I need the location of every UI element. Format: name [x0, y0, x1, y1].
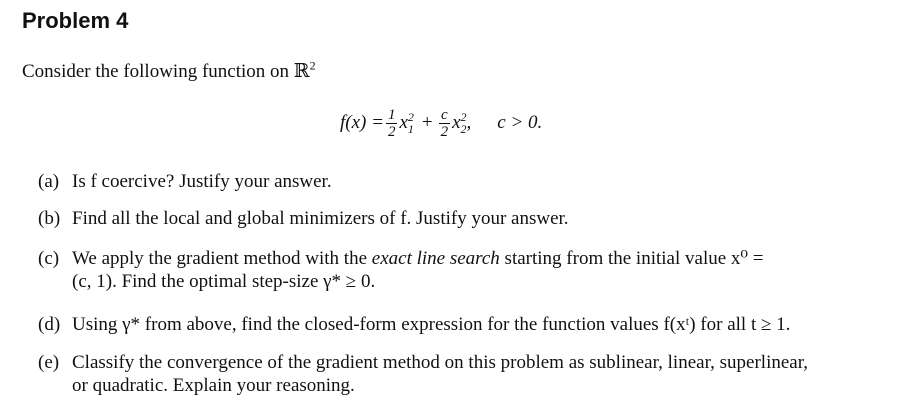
term-x1: x — [399, 112, 408, 133]
function-equation — [340, 100, 542, 146]
fraction-1-numerator: 1 — [387, 106, 396, 123]
term-x1-indices — [408, 111, 414, 135]
term-x1-sub: 1 — [407, 122, 414, 136]
question-b — [38, 207, 898, 230]
question-a — [38, 170, 898, 193]
term-x2-sub: 2 — [460, 122, 467, 136]
question-d — [38, 313, 898, 336]
question-text-part: (c, 1). Find the optimal step-size γ* ≥ 0. — [72, 271, 376, 292]
question-label: (d) — [38, 314, 61, 335]
intro-text: Consider the following function on — [22, 61, 290, 82]
question-text-part: Classify the convergence of the gradient method on this problem as sublinear, linear, superlinear, — [72, 352, 809, 373]
equation-lhs: f(x) = — [340, 112, 384, 133]
plus-sign: + — [421, 112, 433, 133]
term-x1-sup: 2 — [407, 110, 414, 124]
fraction-1-denominator: 2 — [387, 123, 396, 140]
question-text: Is f coercive? Justify your answer. — [72, 171, 332, 192]
question-label: (a) — [38, 171, 60, 192]
question-text-part: We apply the gradient method with the — [72, 248, 368, 269]
question-text-part: or quadratic. Explain your reasoning. — [72, 375, 355, 396]
question-text-part: starting from the initial value x⁰ = — [504, 248, 764, 269]
question-emphasis: exact line search — [371, 248, 500, 269]
problem-title: Problem 4 — [22, 8, 129, 33]
question-e — [38, 351, 898, 397]
question-text — [72, 351, 898, 397]
fraction-2-denominator: 2 — [440, 123, 449, 140]
real-space-symbol: ℝ — [293, 60, 310, 82]
question-text: Find all the local and global minimizers of f. Justify your answer. — [72, 208, 569, 229]
equation-comma: , — [466, 112, 472, 133]
question-label: (e) — [38, 352, 60, 373]
question-text — [72, 247, 898, 293]
fraction-c-half — [439, 107, 451, 140]
question-c — [38, 247, 898, 293]
question-label: (b) — [38, 208, 61, 229]
intro-sentence — [22, 60, 316, 83]
real-space-power: 2 — [309, 58, 316, 73]
term-x2: x — [452, 112, 461, 133]
question-text: Using γ* from above, find the closed-form expression for the function values f(xᵗ) for all t ≥ 1. — [72, 314, 791, 335]
equation-condition: c > 0. — [497, 112, 543, 133]
term-x2-sup: 2 — [460, 110, 467, 124]
fraction-2-numerator: c — [441, 106, 448, 123]
fraction-one-half — [386, 107, 398, 140]
question-label: (c) — [38, 248, 60, 269]
